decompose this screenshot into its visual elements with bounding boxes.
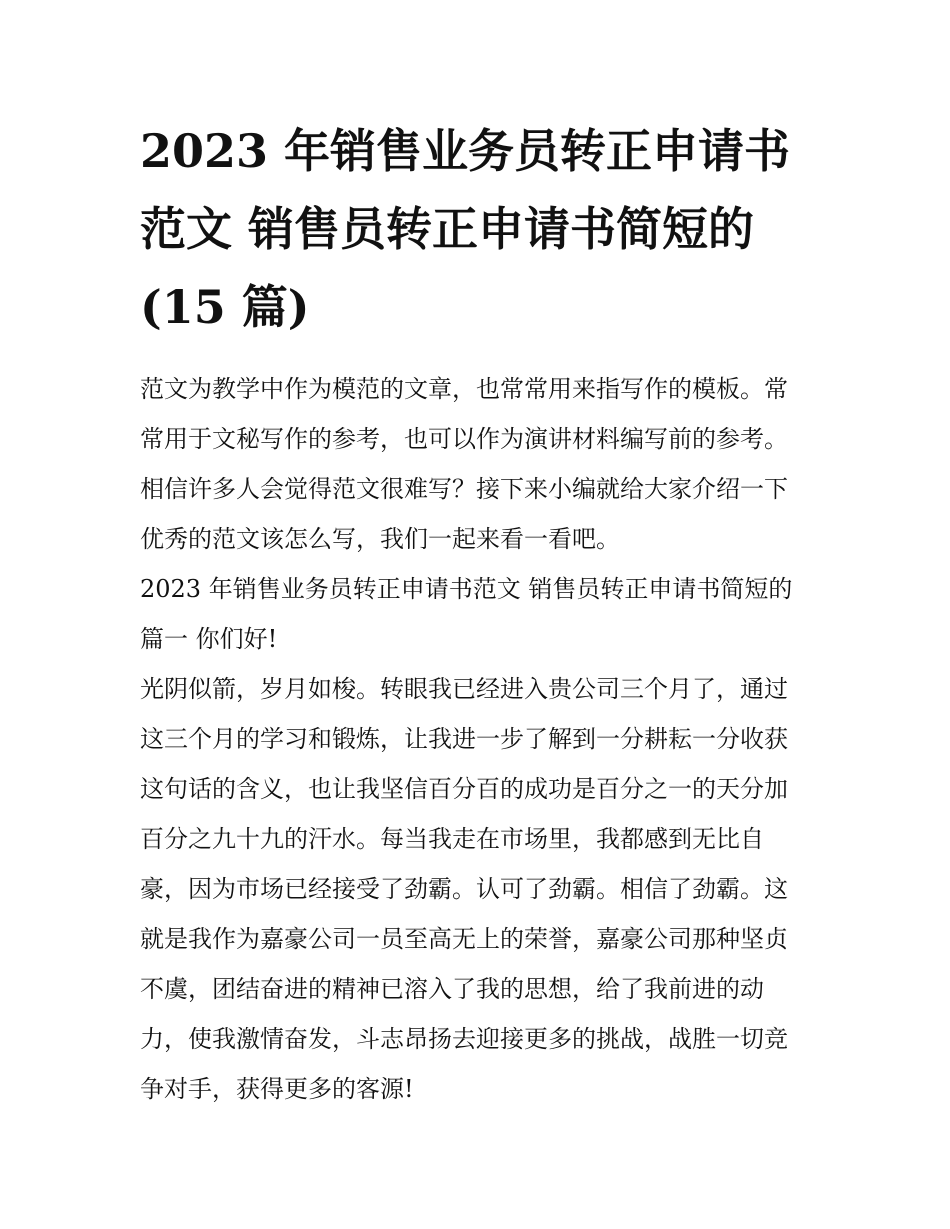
section-heading bbox=[140, 564, 812, 664]
title-line: 2023 年销售业务员转正申请书 bbox=[140, 124, 791, 178]
text-line: 这句话的含义，也让我坚信百分百的成功是百分之一的天分加 bbox=[140, 775, 788, 803]
text-line: 百分之九十九的汗水。每当我走在市场里，我都感到无比自 bbox=[140, 825, 764, 853]
text-line: 光阴似箭，岁月如梭。转眼我已经进入贵公司三个月了，通过 bbox=[140, 675, 788, 703]
intro-paragraph bbox=[140, 364, 812, 564]
body-paragraph bbox=[140, 664, 812, 1114]
document-page bbox=[140, 112, 812, 1114]
document-title bbox=[140, 112, 812, 346]
text-line: 豪，因为市场已经接受了劲霸。认可了劲霸。相信了劲霸。这 bbox=[140, 875, 788, 903]
text-line: 争对手，获得更多的客源! bbox=[140, 1075, 414, 1103]
text-line: 这三个月的学习和锻炼，让我进一步了解到一分耕耘一分收获 bbox=[140, 725, 788, 753]
text-line: 常用于文秘写作的参考，也可以作为演讲材料编写前的参考。 bbox=[140, 425, 788, 453]
text-line: 相信许多人会觉得范文很难写？接下来小编就给大家介绍一下 bbox=[140, 475, 788, 503]
title-line: (15 篇) bbox=[140, 280, 310, 334]
text-line: 2023 年销售业务员转正申请书范文 销售员转正申请书简短的 bbox=[140, 575, 793, 603]
text-line: 力，使我激情奋发，斗志昂扬去迎接更多的挑战，战胜一切竞 bbox=[140, 1025, 788, 1053]
text-line: 范文为教学中作为模范的文章，也常常用来指写作的模板。常 bbox=[140, 375, 788, 403]
text-line: 篇一 你们好! bbox=[140, 625, 278, 653]
text-line: 优秀的范文该怎么写，我们一起来看一看吧。 bbox=[140, 525, 620, 553]
document-body bbox=[140, 364, 812, 1114]
title-line: 范文 销售员转正申请书简短的 bbox=[140, 202, 755, 256]
text-line: 就是我作为嘉豪公司一员至高无上的荣誉，嘉豪公司那种坚贞 bbox=[140, 925, 788, 953]
text-line: 不虞，团结奋进的精神已溶入了我的思想，给了我前进的动 bbox=[140, 975, 764, 1003]
